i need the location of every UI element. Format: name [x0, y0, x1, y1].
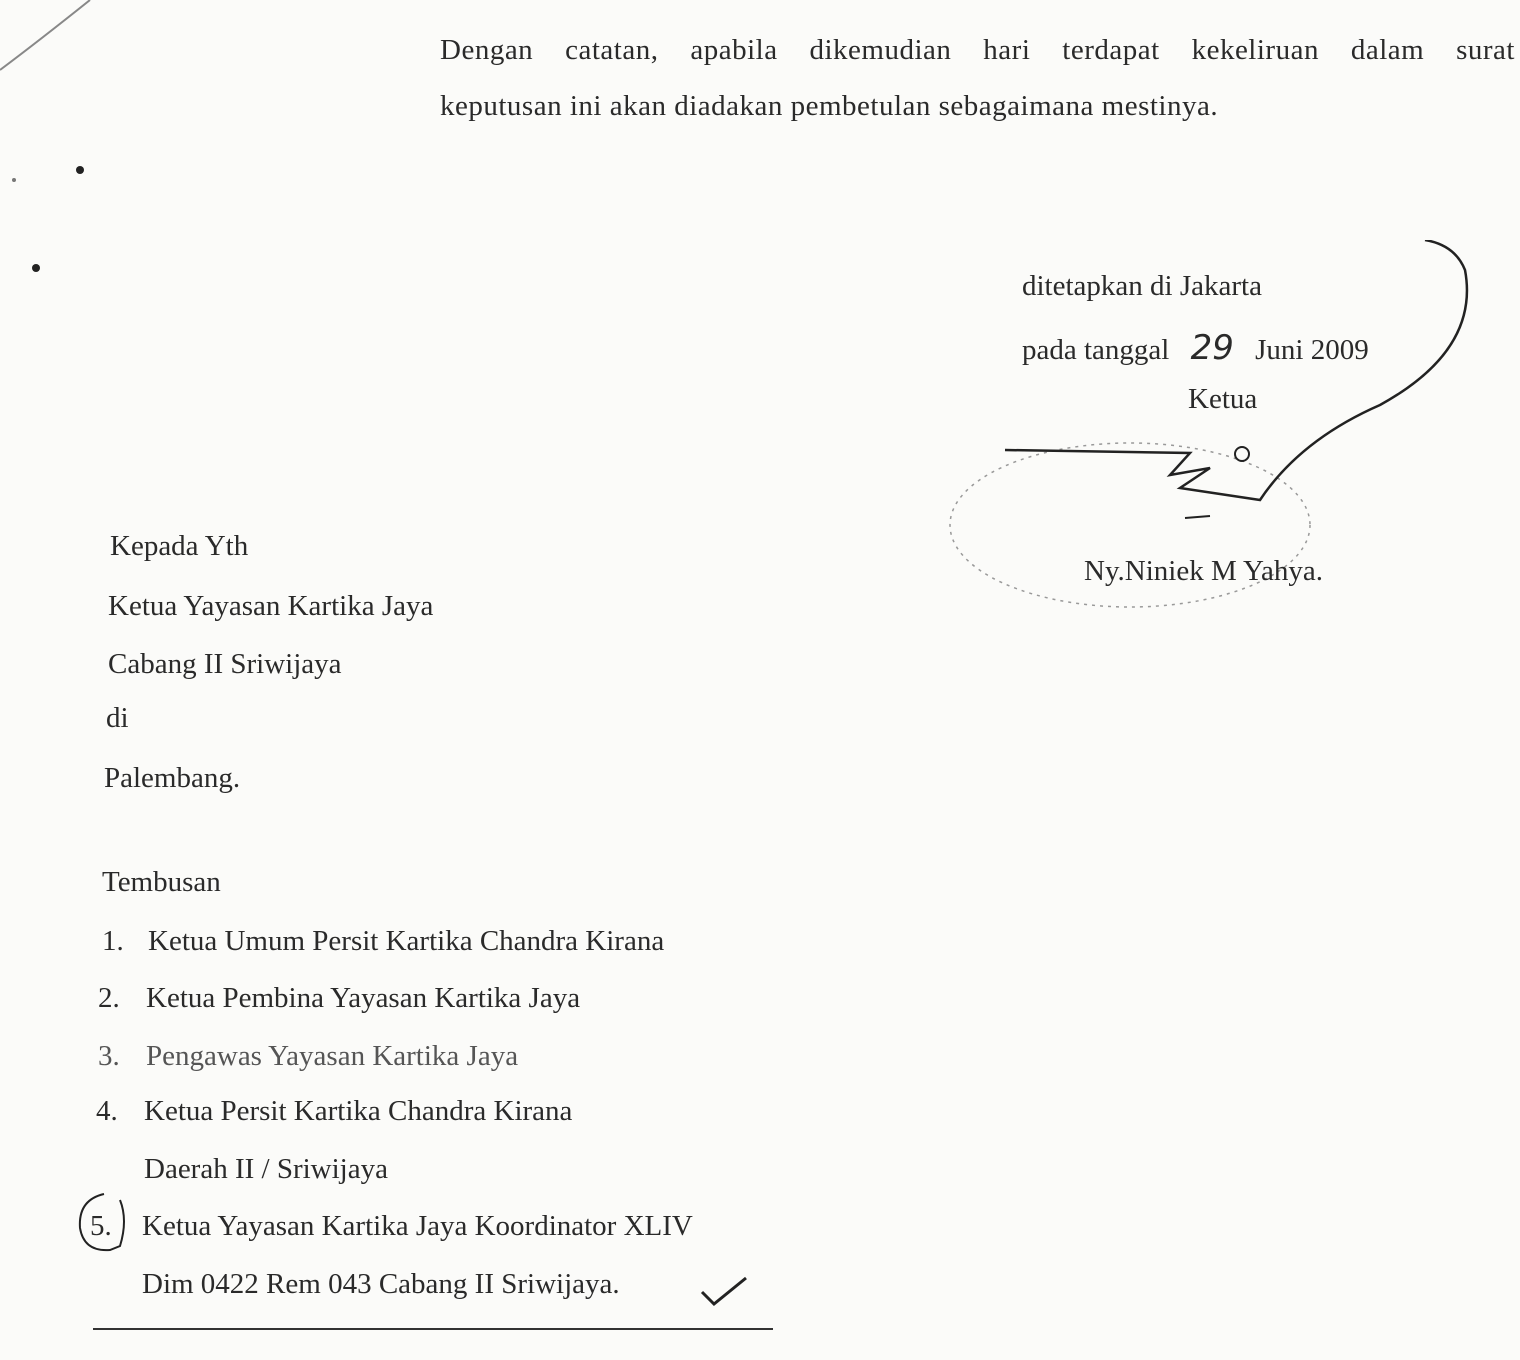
signatory-name: Ny.Niniek M Yahya.	[1084, 555, 1323, 587]
cc-item-text: Ketua Umum Persit Kartika Chandra Kirana	[148, 925, 665, 957]
cc-item-2	[98, 982, 581, 1015]
date-prefix: pada tanggal	[1022, 334, 1170, 366]
recipient-line-3: di	[106, 702, 129, 734]
recipient-line-1: Ketua Yayasan Kartika Jaya	[108, 590, 434, 622]
cc-item-number: 1.	[102, 925, 124, 957]
cc-item-number: 3.	[98, 1040, 120, 1072]
cc-item-number: 2.	[98, 982, 120, 1014]
cc-item-4-continued: Daerah II / Sriwijaya	[144, 1153, 388, 1185]
cc-item-text: Ketua Persit Kartika Chandra Kirana	[144, 1095, 573, 1127]
cc-heading: Tembusan	[102, 866, 221, 898]
cc-item-1	[102, 925, 665, 958]
cc-item-number: 4.	[96, 1095, 118, 1127]
cc-item-4	[96, 1095, 573, 1128]
recipient-line-4: Palembang.	[104, 762, 241, 794]
cc-item-text: Ketua Pembina Yayasan Kartika Jaya	[146, 982, 581, 1014]
recipient-line-2: Cabang II Sriwijaya	[108, 648, 342, 680]
closing-paragraph	[440, 22, 1515, 134]
cc-item-5	[90, 1210, 693, 1243]
signatory-title: Ketua	[1188, 383, 1258, 415]
recipient-greeting: Kepada Yth	[110, 530, 249, 562]
cc-item-5-continued: Dim 0422 Rem 043 Cabang II Sriwijaya.	[142, 1268, 620, 1300]
cc-item-number: 5.	[90, 1210, 112, 1242]
paragraph-line-2: keputusan ini akan diadakan pembetulan sebagaimana mestinya.	[440, 90, 1219, 122]
scan-marks	[0, 0, 120, 300]
paragraph-line-1: Dengan catatan, apabila dikemudian hari terdapat kekeliruan dalam surat	[440, 34, 1515, 66]
place-line: ditetapkan di Jakarta	[1022, 270, 1262, 302]
cc-item-text: Pengawas Yayasan Kartika Jaya	[146, 1040, 519, 1072]
checkmark-icon	[700, 1270, 750, 1310]
divider	[93, 1328, 773, 1330]
cc-item-text: Ketua Yayasan Kartika Jaya Koordinator XLIV	[142, 1210, 693, 1242]
cc-item-3	[98, 1040, 519, 1073]
date-day-handwritten: 29	[1190, 328, 1234, 368]
date-month-year: Juni 2009	[1255, 334, 1369, 366]
